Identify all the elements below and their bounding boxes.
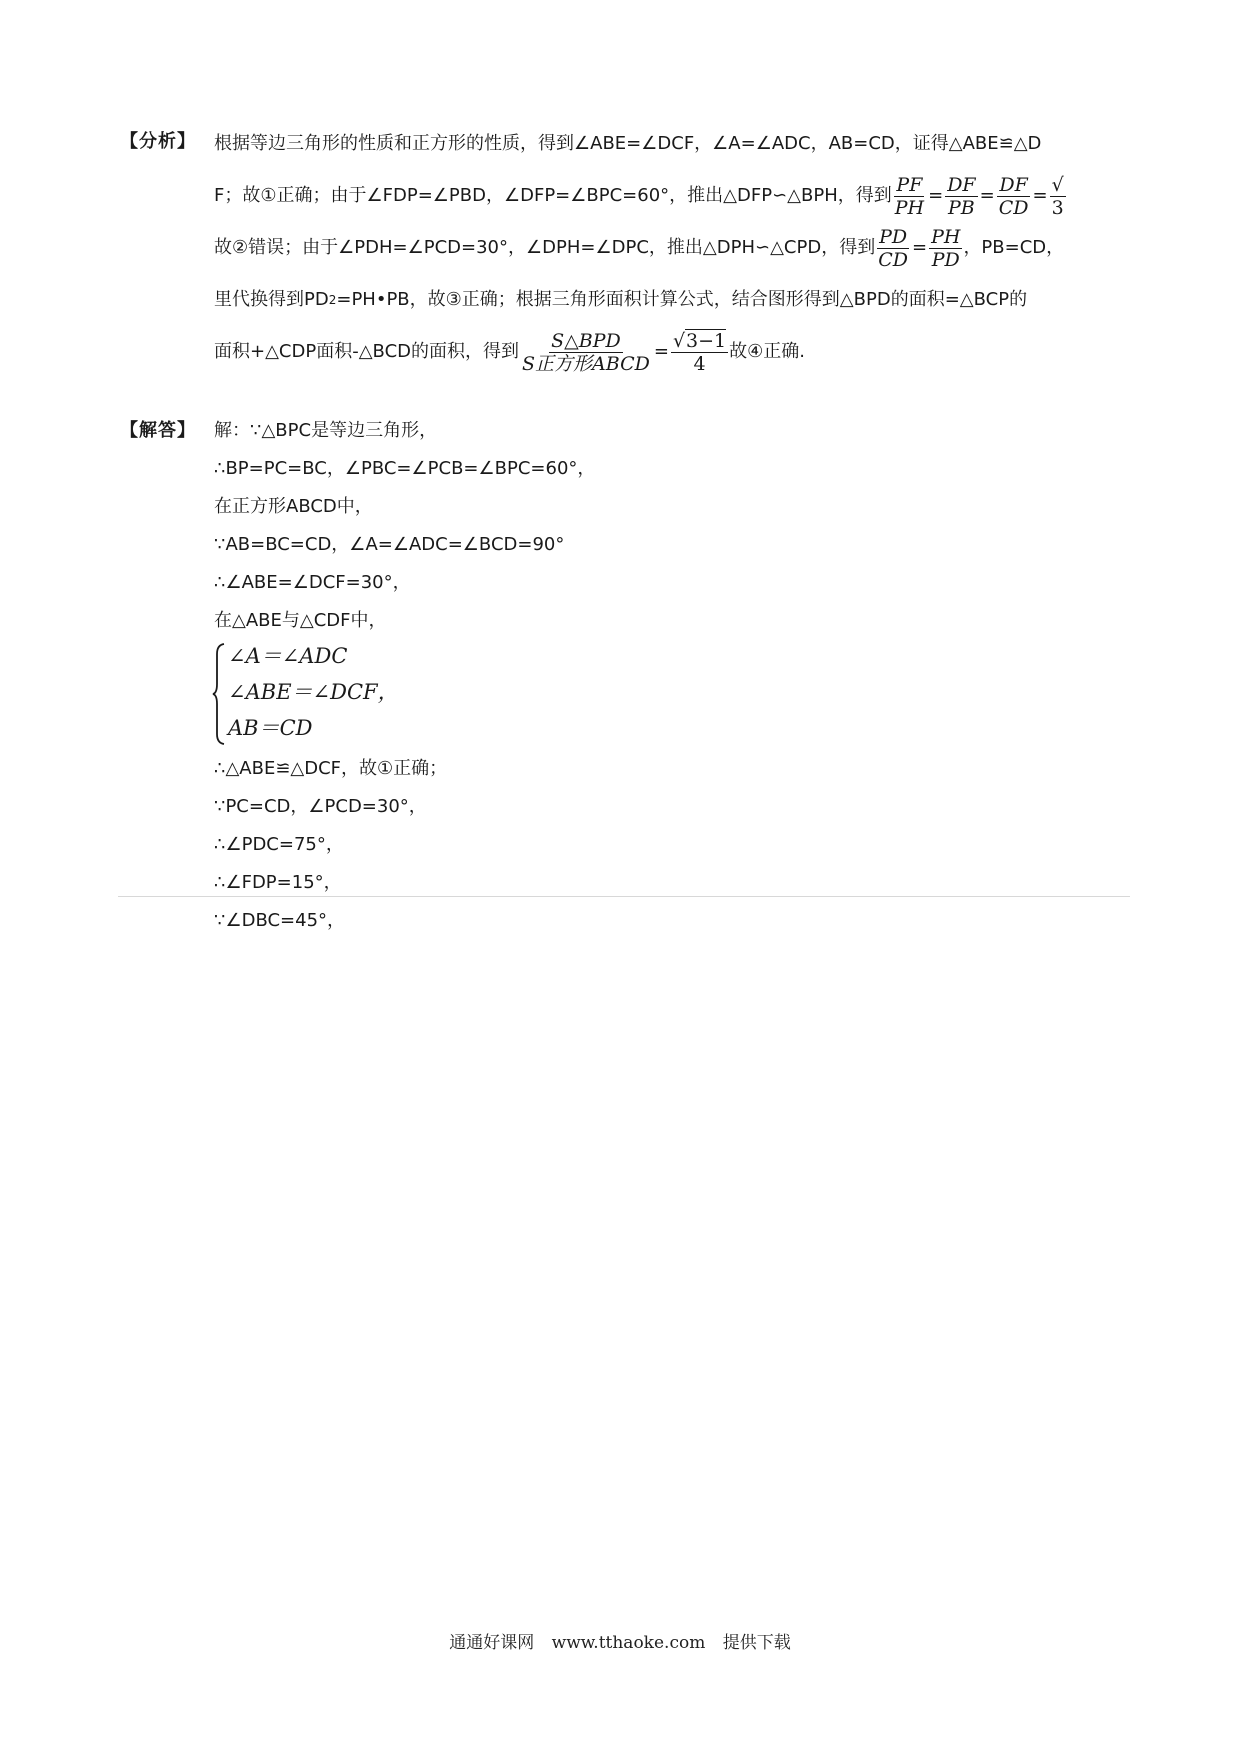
analysis-text-4a: 里代换得到PD — [214, 289, 329, 310]
analysis-text-3-tail: ，PB=CD， — [963, 237, 1065, 258]
solution-line: ∵PC=CD，∠PCD=30°， — [214, 796, 427, 817]
solution-first-line: 解：∵△BPC是等边三角形， — [214, 420, 438, 441]
footer-site-name: 通通好课网 — [449, 1633, 535, 1653]
content-bottom-rule — [118, 896, 1130, 897]
solution-line: ∴△ABE≌△DCF，故①正确； — [214, 758, 448, 779]
system-equation-1: ∠A＝∠ADC — [228, 644, 348, 668]
analysis-text-2: F；故①正确；由于∠FDP=∠PBD，∠DFP=∠BPC=60°，推出△DFP∽△BPH，得到 — [214, 185, 892, 206]
analysis-line-5: 面积+△CDP面积-△BCD的面积，得到 $\frac{\text{S△BPD}}{\text{S正方形ABCD}}$ = $\frac{√3-1}{4}$ 故④正确. — [214, 329, 806, 375]
solution-line: 在正方形ABCD中， — [214, 496, 373, 517]
analysis-text-4b: =PH•PB，故③正确；根据三角形面积计算公式，结合图形得到△BPD的面积=△BCP的 — [336, 289, 1028, 310]
analysis-section — [120, 118, 1130, 378]
footer-suffix: 提供下载 — [722, 1633, 791, 1653]
system-equation-3: AB＝CD — [228, 716, 313, 740]
fraction-sqrt-partial: $\frac{√}{3}$ — [1051, 173, 1064, 219]
fraction-area-ratio: $\frac{\text{S△BPD}}{\text{S正方形ABCD}}$ — [522, 329, 650, 375]
fraction-df-pb: $\frac{DF}{PB}$ — [947, 173, 976, 219]
document-content — [120, 118, 1130, 931]
analysis-line-3: 故②错误；由于∠PDH=∠PCD=30°，∠DPH=∠DPC，推出△DPH∽△CPD，得到 $\frac{PD}{CD}$ = $\frac{PH}{PD}$ ，PB=CD， — [214, 225, 1065, 271]
solution-section — [120, 412, 1130, 940]
fraction-sqrt3-minus-1-over-4: $\frac{√3-1}{4}$ — [672, 329, 727, 375]
system-equation-2: ∠ABE＝∠DCF， — [228, 680, 399, 704]
solution-tag: 【解答】 — [120, 420, 196, 441]
fraction-df-cd: $\frac{DF}{CD}$ — [998, 173, 1029, 219]
page-footer — [0, 1628, 1240, 1653]
solution-line: 在△ABE与△CDF中， — [214, 610, 387, 631]
solution-line: ∴∠ABE=∠DCF=30°， — [214, 572, 411, 593]
solution-line: ∵AB=BC=CD，∠A=∠ADC=∠BCD=90° — [214, 534, 565, 555]
analysis-text-5: 面积+△CDP面积-△BCD的面积，得到 — [214, 341, 520, 362]
solution-lines — [214, 450, 1130, 940]
solution-line: ∴∠PDC=75°， — [214, 834, 344, 855]
analysis-text-3: 故②错误；由于∠PDH=∠PCD=30°，∠DPH=∠DPC，推出△DPH∽△CPD，得到 — [214, 237, 876, 258]
analysis-line-1 — [214, 118, 1130, 170]
fraction-pd-cd: $\frac{PD}{CD}$ — [878, 225, 908, 271]
analysis-line-2: F；故①正确；由于∠FDP=∠PBD，∠DFP=∠BPC=60°，推出△DFP∽△BPH，得到 $\frac{PF}{PH}$ = $\frac{DF}{PB}$ = $\frac{DF}{CD}$ = $\frac{√}{3}$ — [214, 173, 1064, 219]
footer-url[interactable]: www.tthaoke.com — [551, 1633, 706, 1653]
solution-line: ∵∠DBC=45°， — [214, 910, 346, 931]
fraction-ph-pd: $\frac{PH}{PD}$ — [931, 225, 961, 271]
left-brace-icon — [212, 642, 226, 746]
analysis-text-5-tail: 故④正确. — [729, 341, 806, 362]
analysis-line-4: 里代换得到PD 2 =PH•PB，故③正确；根据三角形面积计算公式，结合图形得到△BPD的面积=△BCP的 — [214, 274, 1130, 326]
analysis-body — [214, 118, 1130, 378]
equation-system — [212, 640, 472, 750]
analysis-text-1: 根据等边三角形的性质和正方形的性质，得到∠ABE=∠DCF，∠A=∠ADC，AB=CD，证得△ABE≌△D — [214, 133, 1042, 154]
analysis-tag: 【分析】 — [120, 131, 196, 152]
solution-line: ∴BP=PC=BC，∠PBC=∠PCB=∠BPC=60°， — [214, 458, 596, 479]
fraction-pf-ph: $\frac{PF}{PH}$ — [894, 173, 925, 219]
solution-line: ∴∠FDP=15°， — [214, 872, 342, 893]
